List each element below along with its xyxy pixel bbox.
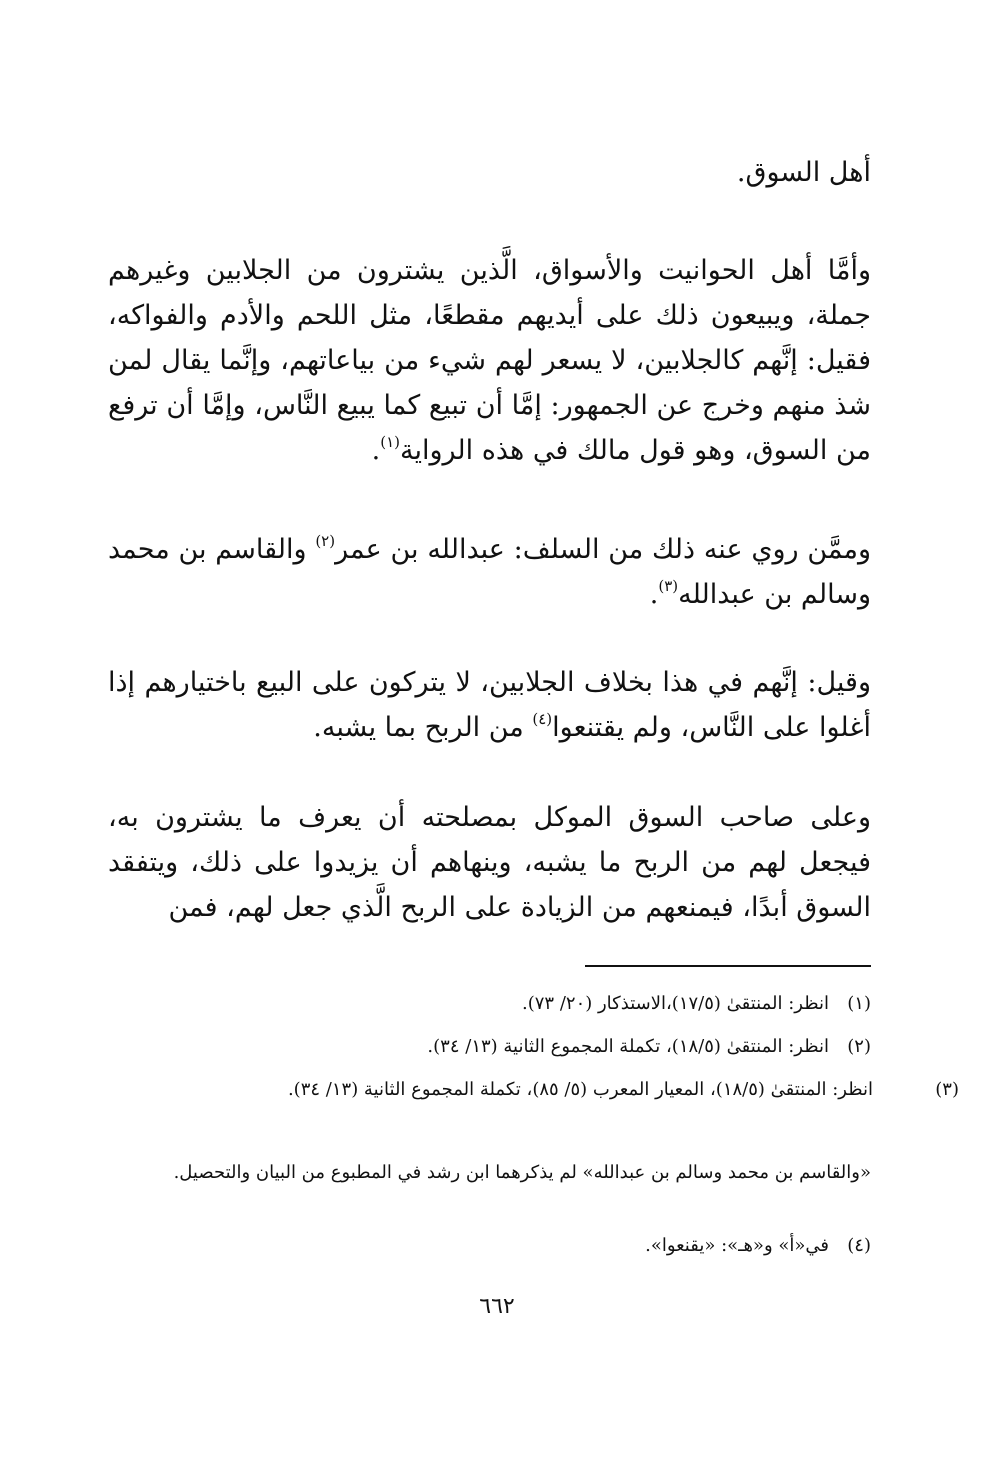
footnote-3-number: (٣): [935, 1079, 959, 1100]
paragraph-3-text-b: والقاسم بن محمد وسالم بن عبدالله: [108, 534, 871, 610]
paragraph-4-text-b: من الربح بما يشبه.: [313, 712, 533, 743]
footnote-4-text: في«أ» و«هـ»: «يقنعوا».: [645, 1235, 829, 1256]
footnote-2-text: انظر: المنتقىٰ (١٨/٥)، تكملة المجموع الثانية (١٣/ ٣٤).: [427, 1036, 829, 1057]
paragraph-5: [108, 795, 871, 930]
paragraph-3-tail: .: [649, 579, 659, 610]
paragraph-1-text: أهل السوق.: [736, 157, 871, 188]
footnote-1: [108, 988, 871, 1020]
paragraph-5-text: وعلى صاحب السوق الموكل بمصلحته أن يعرف ما يشترون به، فيجعل لهم من الربح ما يشبه، وينهاهم أن يزيدوا على ذلك، ويتفقد السوق أبدًا، فيمنعهم من الزيادة على الربح الَّذي جعل لهم، فمن: [108, 802, 871, 923]
paragraph-4-text-a: وقيل: إنَّهم في هذا بخلاف الجلابين، لا يتركون على البيع باختيارهم إذا أغلوا على النَّاس، ولم يقتنعوا: [108, 667, 871, 743]
footnote-4: [108, 1230, 871, 1262]
page-number: ٦٦٢: [479, 1294, 515, 1319]
footnote-2-number: (٢): [847, 1036, 871, 1057]
paragraph-3-text-a: وممَّن روي عنه ذلك من السلف: عبدالله بن عمر: [335, 534, 871, 565]
footnote-3: [108, 1074, 959, 1106]
footnote-ref-3[interactable]: (٣): [658, 577, 679, 595]
footnote-1-text: انظر: المنتقىٰ (١٧/٥)،الاستذكار (٢٠/ ٧٣).: [522, 993, 829, 1014]
footnote-3-text: انظر: المنتقىٰ (١٨/٥)، المعيار المعرب (٥/ ٨٥)، تكملة المجموع الثانية (١٣/ ٣٤).: [287, 1079, 873, 1100]
paragraph-3: [108, 527, 871, 617]
footnote-separator: [585, 965, 871, 967]
paragraph-1: [108, 150, 871, 195]
footnote-1-number: (١): [847, 993, 871, 1014]
paragraph-2: [108, 248, 871, 473]
footnote-ref-1[interactable]: (١): [380, 433, 400, 451]
footnote-4-number: (٤): [847, 1235, 871, 1256]
paragraph-2-tail: .: [371, 435, 381, 466]
footnote-3-note-text: «والقاسم بن محمد وسالم بن عبدالله» لم يذكرهما ابن رشد في المطبوع من البيان والتحصيل.: [173, 1162, 871, 1183]
footnote-ref-4[interactable]: (٤): [532, 710, 553, 728]
footnote-3-note: [108, 1157, 917, 1189]
paragraph-2-text: وأمَّا أهل الحوانيت والأسواق، الَّذين يشترون من الجلابين وغيرهم جملة، ويبيعون ذلك على أيديهم مقطعًا، مثل اللحم والأدم والفواكه، فقيل: إنَّهم كالجلابين، لا يسعر لهم شيء من بياعاتهم، وإنَّما يقال لمن شذ منهم وخرج عن الجمهور: إمَّا أن تبيع كما يبيع النَّاس، وإمَّا أن ترفع من السوق، وهو قول مالك في هذه الرواية: [108, 255, 871, 466]
paragraph-4: [108, 660, 871, 750]
footnote-2: [108, 1031, 871, 1063]
footnote-ref-2[interactable]: (٢): [315, 532, 336, 550]
